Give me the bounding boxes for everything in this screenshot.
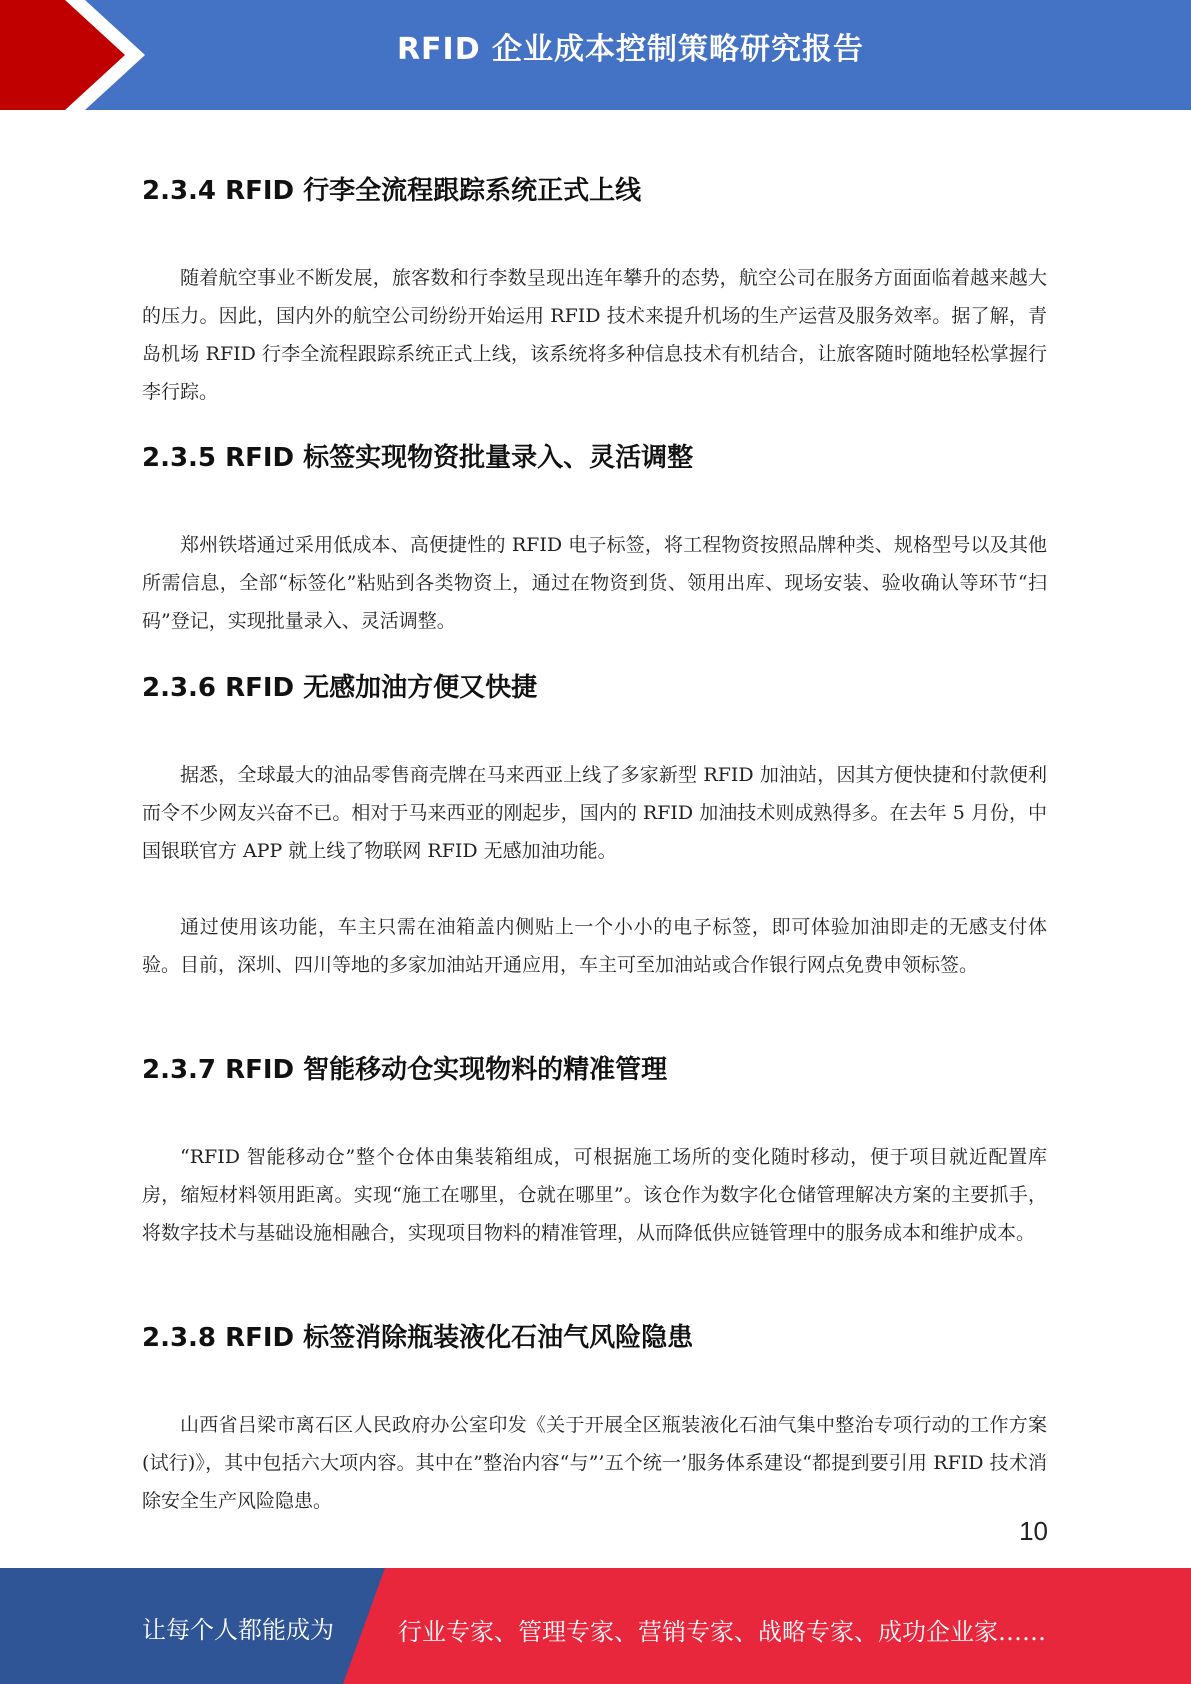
section-2-3-6 bbox=[142, 667, 1047, 984]
section-heading: 2.3.6 RFID 无感加油方便又快捷 bbox=[142, 673, 538, 703]
section-heading: 2.3.5 RFID 标签实现物资批量录入、灵活调整 bbox=[142, 443, 694, 473]
section-2-3-8 bbox=[142, 1317, 1047, 1520]
section-paragraph: 据悉，全球最大的油品零售商壳牌在马来西亚上线了多家新型 RFID 加油站，因其方便快捷和付款便利而令不少网友兴奋不已。相对于马来西亚的刚起步，国内的 RFID 加油技术则成熟得多。在去年 5 月份，中国银联官方 APP 就上线了物联网 RFID 无感加油功能。 bbox=[142, 764, 1047, 862]
footer-slogan-left: 让每个人都能成为 bbox=[142, 1616, 334, 1644]
section-paragraph: 随着航空事业不断发展，旅客数和行李数呈现出连年攀升的态势，航空公司在服务方面面临着越来越大的压力。因此，国内外的航空公司纷纷开始运用 RFID 技术来提升机场的生产运营及服务效率。据了解，青岛机场 RFID 行李全流程跟踪系统正式上线，该系统将多种信息技术有机结合，让旅客随时随地轻松掌握行李行踪。 bbox=[142, 267, 1047, 403]
section-heading: 2.3.8 RFID 标签消除瓶装液化石油气风险隐患 bbox=[142, 1323, 694, 1353]
section-heading: 2.3.4 RFID 行李全流程跟踪系统正式上线 bbox=[142, 176, 642, 206]
section-paragraph: 郑州铁塔通过采用低成本、高便捷性的 RFID 电子标签，将工程物资按照品牌种类、规格型号以及其他所需信息，全部“标签化”粘贴到各类物资上，通过在物资到货、领用出库、现场安装、验收确认等环节“扫码”登记，实现批量录入、灵活调整。 bbox=[142, 534, 1047, 632]
section-paragraph: “RFID 智能移动仓”整个仓体由集装箱组成，可根据施工场所的变化随时移动，便于项目就近配置库房，缩短材料领用距离。实现“施工在哪里，仓就在哪里”。该仓作为数字化仓储管理解决方案的主要抓手，将数字技术与基础设施相融合，实现项目物料的精准管理，从而降低供应链管理中的服务成本和维护成本。 bbox=[142, 1146, 1047, 1244]
section-2-3-5 bbox=[142, 437, 1047, 640]
page-header-title: RFID 企业成本控制策略研究报告 bbox=[396, 32, 865, 67]
section-2-3-7 bbox=[142, 1049, 1047, 1252]
page-number: 10 bbox=[1019, 1516, 1048, 1546]
section-paragraph: 山西省吕梁市离石区人民政府办公室印发《关于开展全区瓶装液化石油气集中整治专项行动的工作方案(试行)》，其中包括六大项内容。其中在”整治内容“与”’五个统一’服务体系建设“都提到要引用 RFID 技术消除安全生产风险隐患。 bbox=[142, 1414, 1047, 1512]
section-paragraph: 通过使用该功能，车主只需在油箱盖内侧贴上一个小小的电子标签，即可体验加油即走的无感支付体验。目前，深圳、四川等地的多家加油站开通应用，车主可至加油站或合作银行网点免费申领标签。 bbox=[142, 916, 1047, 976]
section-heading: 2.3.7 RFID 智能移动仓实现物料的精准管理 bbox=[142, 1055, 668, 1085]
section-2-3-4 bbox=[142, 170, 1047, 411]
footer-slogan-right: 行业专家、管理专家、营销专家、战略专家、成功企业家…… bbox=[398, 1618, 1046, 1646]
